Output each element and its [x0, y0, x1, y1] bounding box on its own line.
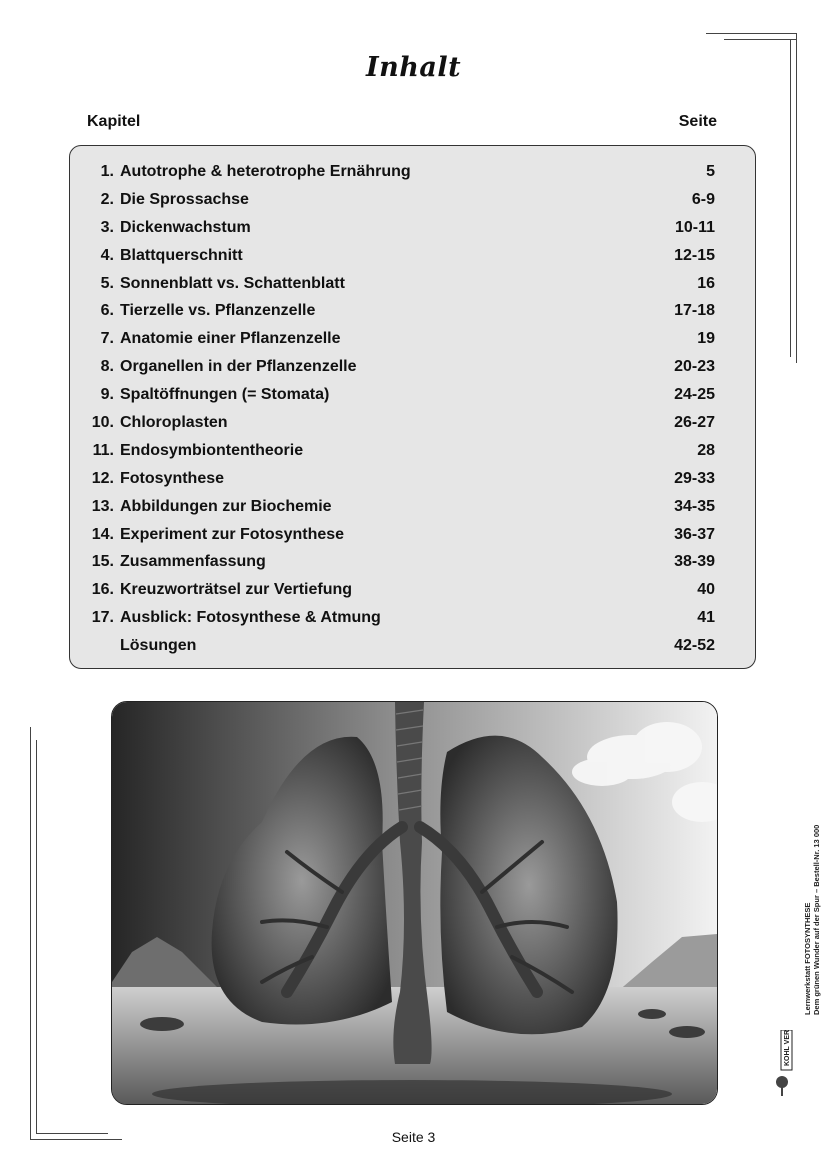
- toc-row: [70, 297, 755, 325]
- toc-page: 20-23: [674, 358, 715, 376]
- toc-title: Experiment zur Fotosynthese: [120, 525, 345, 543]
- toc-title: Autotrophe & heterotrophe Ernährung: [120, 163, 411, 180]
- toc-row: [70, 186, 755, 214]
- toc-number: 5.: [100, 274, 114, 292]
- toc-row: [70, 437, 755, 465]
- toc-row: [70, 548, 755, 576]
- toc-number: 17.: [91, 609, 114, 627]
- toc-title: Fotosynthese: [120, 469, 225, 487]
- corner-line-bottom-v1: [30, 727, 31, 1139]
- toc-number: 4.: [100, 246, 114, 264]
- toc-title: Chloroplasten: [120, 414, 228, 432]
- corner-line-top-h1: [706, 33, 796, 34]
- toc-number: 12.: [91, 469, 114, 487]
- toc-title: Die Sprossachse: [120, 190, 249, 208]
- toc-row: [70, 493, 755, 521]
- toc-page: 40: [697, 581, 715, 599]
- sidebar-line1: Lernwerkstatt FOTOSYNTHESE: [803, 902, 812, 1015]
- toc-title: Ausblick: Fotosynthese & Atmung: [120, 609, 381, 627]
- toc-page: 26-27: [674, 414, 715, 432]
- toc-number: 13.: [91, 497, 114, 515]
- toc-number: 9.: [100, 386, 114, 404]
- toc-number: 16.: [91, 581, 114, 599]
- toc-row: [70, 381, 755, 409]
- toc-page: 38-39: [674, 553, 715, 571]
- toc-title: Abbildungen zur Biochemie: [120, 497, 332, 515]
- toc-page: 10-11: [674, 218, 715, 236]
- toc-page: 29-33: [674, 469, 715, 487]
- toc-number: 8.: [100, 358, 114, 376]
- lung-tree-photo: [111, 701, 718, 1105]
- toc-row: [70, 409, 755, 437]
- toc-row: [70, 158, 755, 186]
- toc-number: 11.: [92, 441, 114, 459]
- column-header-chapter: Kapitel: [87, 113, 141, 130]
- toc-page: 6-9: [691, 190, 715, 208]
- column-header-page: Seite: [678, 113, 717, 130]
- toc-number: 2.: [100, 190, 114, 208]
- toc-row: [70, 353, 755, 381]
- toc-title: Tierzelle vs. Pflanzenzelle: [120, 302, 316, 320]
- publisher-logo: [774, 1030, 796, 1098]
- toc-page: 17-18: [674, 302, 715, 320]
- toc-title: Zusammenfassung: [120, 553, 266, 571]
- toc-row: [70, 576, 755, 604]
- toc-page: 24-25: [674, 386, 715, 404]
- toc-page: 19: [697, 330, 715, 348]
- toc-page: 42-52: [674, 637, 715, 655]
- toc-row: [70, 465, 755, 493]
- toc-title: Dickenwachstum: [120, 218, 251, 236]
- toc-number: 15.: [91, 553, 114, 571]
- toc-number: 1.: [100, 163, 114, 180]
- toc-row: [70, 632, 755, 660]
- corner-line-bottom-v2: [36, 740, 37, 1133]
- toc-page: 12-15: [674, 246, 715, 264]
- page-title: Inhalt: [365, 52, 462, 83]
- corner-line-top-h2: [724, 39, 796, 40]
- toc-number: 6.: [100, 302, 114, 320]
- toc-title: Kreuzworträtsel zur Vertiefung: [120, 581, 353, 599]
- sidebar-line2: Dem grünen Wunder auf der Spur – Bestell-Nr. 13 000: [812, 824, 821, 1015]
- toc-list: [70, 158, 755, 660]
- toc-number: 10.: [91, 414, 114, 432]
- toc-row: [70, 270, 755, 298]
- toc-page: 5: [706, 163, 715, 180]
- toc-page: 41: [697, 609, 715, 627]
- toc-title: Anatomie einer Pflanzenzelle: [120, 330, 341, 348]
- toc-page: 36-37: [674, 525, 715, 543]
- corner-line-top-v2: [790, 39, 791, 357]
- toc-row: [70, 242, 755, 270]
- toc-row: [70, 604, 755, 632]
- toc-number: 7.: [100, 330, 114, 348]
- toc-title: Lösungen: [120, 637, 197, 655]
- toc-title: Endosymbiontentheorie: [120, 441, 304, 459]
- toc-title: Spaltöffnungen (= Stomata): [120, 386, 330, 404]
- lung-tree-illustration: [112, 702, 717, 1104]
- toc-title: Blattquerschnitt: [120, 246, 243, 264]
- toc-row: [70, 214, 755, 242]
- publisher-logo-text: KOHL VERLAG: [784, 1030, 791, 1066]
- toc-row: [70, 325, 755, 353]
- toc-title: Organellen in der Pflanzenzelle: [120, 358, 357, 376]
- toc-number: 3.: [100, 218, 114, 236]
- toc-page: 28: [697, 441, 715, 459]
- toc-page: 34-35: [674, 497, 715, 515]
- toc-page: 16: [697, 274, 715, 292]
- sidebar-info: [803, 825, 821, 1015]
- toc-box: [69, 145, 756, 669]
- page-footer: Seite 3: [391, 1129, 436, 1145]
- toc-title: Sonnenblatt vs. Schattenblatt: [120, 274, 345, 292]
- toc-number: 14.: [91, 525, 114, 543]
- toc-row: [70, 521, 755, 549]
